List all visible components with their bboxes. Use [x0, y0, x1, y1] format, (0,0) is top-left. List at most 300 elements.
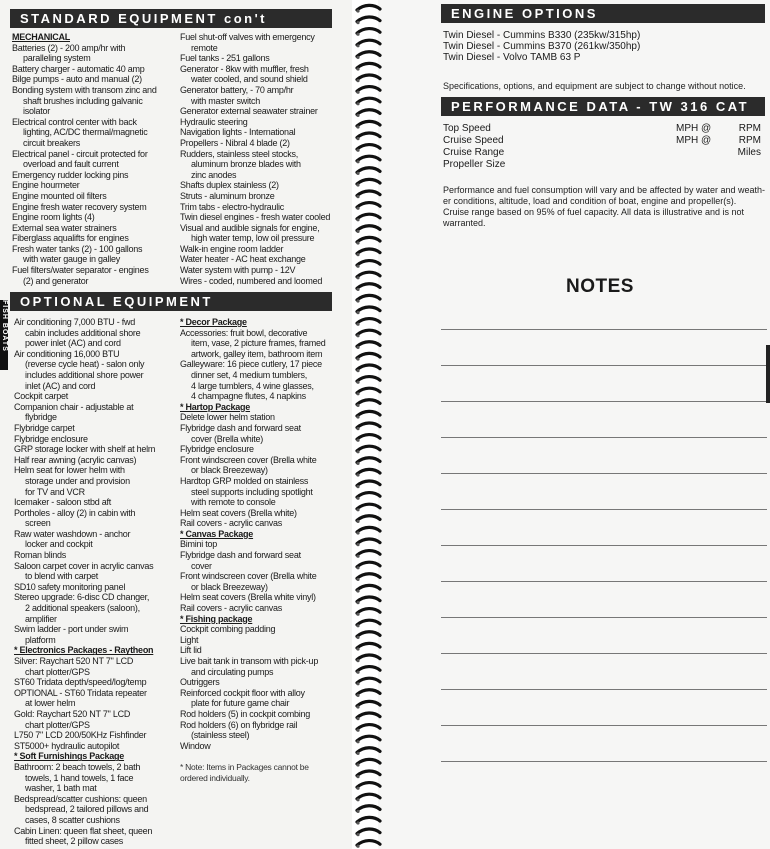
equipment-item: Live bait tank in transom with pick-up: [180, 656, 319, 666]
spiral-coil: [357, 655, 380, 660]
binding-hole: [356, 601, 359, 604]
equipment-item: Engine fresh water recovery system: [12, 201, 147, 212]
equipment-item: to blend with carpet: [25, 571, 99, 582]
note-line: [441, 509, 767, 510]
spiral-coil: [357, 736, 380, 741]
spiral-coil: [357, 423, 380, 428]
spiral-coil: [357, 783, 380, 788]
equipment-item: Cabin Linen: queen flat sheet, queen: [14, 825, 153, 836]
equipment-item: Hardtop GRP molded on stainless: [180, 475, 309, 486]
perf-unit: RPM: [738, 135, 761, 146]
equipment-item: [180, 751, 326, 762]
engine-options-header: ENGINE OPTIONS: [441, 4, 765, 23]
spiral-coil: [357, 191, 380, 196]
note-line: [441, 761, 767, 762]
spiral-coil: [357, 725, 380, 730]
spiral-coil: [357, 759, 380, 764]
equipment-item: MECHANICAL: [12, 32, 70, 42]
equipment-item: or black Breezeway): [191, 581, 268, 592]
equipment-item: * Soft Furnishings Package: [14, 751, 125, 762]
equipment-item: SD10 safety monitoring panel: [14, 581, 126, 592]
equipment-item: Silver: Raychart 520 NT 7" LCD: [14, 656, 134, 666]
binding-hole: [356, 230, 359, 233]
binding-hole: [356, 323, 359, 326]
spiral-coil: [357, 272, 380, 277]
side-tab: FISH BOATS: [0, 300, 8, 370]
spiral-coil: [357, 690, 380, 695]
equipment-item: cases, 8 scatter cushions: [25, 814, 120, 825]
perf-unit: MPH @: [676, 135, 712, 146]
equipment-item: chart plotter/GPS: [25, 719, 90, 730]
spiral-coil: [357, 620, 380, 625]
perf-row-propeller-size: [443, 159, 761, 171]
binding-hole: [356, 311, 359, 314]
spiral-coil: [357, 748, 380, 753]
spiral-coil: [357, 597, 380, 602]
equipment-item: * Canvas Package: [180, 528, 254, 539]
equipment-item: Front windscreen cover (Brella white: [180, 454, 317, 465]
performance-disclaimer: [443, 185, 765, 229]
binding-hole: [356, 137, 359, 140]
binding-hole: [356, 392, 359, 395]
spiral-coil: [357, 307, 380, 312]
equipment-item: Bilge pumps - auto and manual (2): [12, 74, 142, 85]
equipment-item: amplifier: [25, 613, 57, 624]
binding-hole: [356, 717, 359, 720]
binding-hole: [356, 183, 359, 186]
note-line: [441, 437, 767, 438]
standard-equipment-left-column: [12, 32, 157, 286]
spiral-coil: [357, 110, 380, 115]
equipment-item: steel supports including spotlight: [191, 486, 313, 497]
equipment-item: ST60 Tridata depth/speed/log/temp: [14, 677, 147, 688]
equipment-item: Navigation lights - International: [180, 127, 296, 138]
equipment-item: L750 7" LCD 200/50KHz Fishfinder: [14, 730, 147, 741]
equipment-item: Rudders, stainless steel stocks,: [180, 148, 299, 159]
equipment-item: Helm seat covers (Brella white vinyl): [180, 592, 316, 603]
equipment-item: inlet (AC) and cord: [25, 380, 96, 391]
binding-hole: [356, 357, 359, 360]
equipment-item: Portholes - alloy (2) in cabin with: [14, 507, 136, 518]
spiral-coil: [357, 226, 380, 231]
spiral-coil: [357, 29, 380, 34]
optional-equipment-right-column: [180, 317, 326, 783]
binding-hole: [356, 44, 359, 47]
binding-hole: [356, 114, 359, 117]
equipment-item: with remote to console: [191, 497, 276, 508]
note-line: [441, 401, 767, 402]
disclaimer-line: Cruise range based on 95% of fuel capacity. All data is illustrative and is not: [443, 207, 745, 217]
binding-hole: [356, 752, 359, 755]
note-line: [441, 689, 767, 690]
note-line: [441, 473, 767, 474]
perf-label: Propeller Size: [443, 159, 506, 170]
binding-hole: [356, 439, 359, 442]
binding-hole: [356, 346, 359, 349]
spiral-coil: [357, 330, 380, 335]
equipment-item: shaft brushes including galvanic: [23, 95, 143, 106]
equipment-item: Struts - aluminum bronze: [180, 190, 275, 201]
spiral-coil: [357, 295, 380, 300]
binding-hole: [356, 160, 359, 163]
equipment-item: Air conditioning 7,000 BTU - fwd: [14, 317, 136, 327]
equipment-item: Helm seat for lower helm with: [14, 465, 125, 476]
equipment-item: Rail covers - acrylic canvas: [180, 603, 283, 614]
equipment-item: Hydraulic steering: [180, 116, 248, 127]
equipment-item: * Electronics Packages - Raytheon: [14, 645, 154, 656]
equipment-item: Bonding system with transom zinc and: [12, 84, 157, 95]
spiral-coil: [357, 446, 380, 451]
equipment-item: lighting, AC/DC thermal/magnetic: [23, 127, 148, 138]
engine-options-note: Specifications, options, and equipment are subject to change without notice.: [443, 81, 746, 91]
equipment-item: Water heater - AC heat exchange: [180, 254, 306, 265]
perf-label: Top Speed: [443, 123, 491, 134]
equipment-item: platform: [25, 634, 56, 645]
equipment-item: Walk-in engine room ladder: [180, 243, 284, 254]
equipment-item: cover: [191, 560, 212, 571]
binding-hole: [356, 288, 359, 291]
spiral-coil: [357, 353, 380, 358]
equipment-item: Lift lid: [180, 645, 202, 656]
equipment-item: GRP storage locker with shelf at helm: [14, 444, 156, 455]
spiral-coil: [357, 643, 380, 648]
binding-hole: [356, 497, 359, 500]
spiral-coil: [357, 516, 380, 521]
equipment-item: Trim tabs - electro-hydraulic: [180, 201, 284, 212]
equipment-item: towels, 1 hand towels, 1 face: [25, 772, 134, 783]
equipment-item: item, vase, 2 picture frames, framed: [191, 338, 326, 349]
spiral-coil: [357, 133, 380, 138]
equipment-item: or black Breezeway): [191, 465, 268, 476]
equipment-item: and circulating pumps: [191, 666, 274, 677]
spiral-coil: [357, 632, 380, 637]
binding-hole: [356, 415, 359, 418]
binding-hole: [356, 845, 359, 848]
equipment-item: water cooled, and sound shield: [191, 74, 308, 85]
note-line: [441, 329, 767, 330]
equipment-item: Fuel tanks - 251 gallons: [180, 53, 270, 64]
binding-hole: [356, 91, 359, 94]
equipment-item: Flybridge enclosure: [14, 433, 88, 444]
equipment-item: Cockpit combing padding: [180, 624, 276, 635]
spiral-coil: [357, 713, 380, 718]
spiral-coil: [357, 145, 380, 150]
equipment-item: Wires - coded, numbered and loomed: [180, 275, 323, 286]
spiral-coil: [357, 585, 380, 590]
spiral-coil: [357, 249, 380, 254]
binding-hole: [356, 33, 359, 36]
perf-unit: Miles: [737, 147, 761, 158]
spiral-coil: [357, 551, 380, 556]
binding-hole: [356, 508, 359, 511]
spiral-coil: [357, 574, 380, 579]
equipment-item: Visual and audible signals for engine,: [180, 222, 320, 233]
equipment-item: Generator external seawater strainer: [180, 106, 318, 117]
spiral-coil: [357, 562, 380, 567]
equipment-item: circuit breakers: [23, 137, 81, 148]
equipment-item: cover (Brella white): [191, 433, 264, 444]
binding-hole: [356, 9, 359, 12]
binding-hole: [356, 450, 359, 453]
perf-label: Cruise Speed: [443, 135, 504, 146]
spiral-coil: [357, 678, 380, 683]
note-line: [441, 581, 767, 582]
binding-hole: [356, 821, 359, 824]
equipment-item: Batteries (2) - 200 amp/hr with: [12, 42, 126, 53]
standard-equipment-header: STANDARD EQUIPMENT con't: [10, 9, 332, 28]
equipment-item: Air conditioning 16,000 BTU: [14, 348, 120, 359]
equipment-item: Electrical panel - circuit protected for: [12, 148, 148, 159]
equipment-item: isolator: [23, 106, 51, 117]
equipment-item: Reinforced cockpit floor with alloy: [180, 687, 305, 698]
equipment-item: ordered individually.: [180, 772, 250, 783]
equipment-item: Engine room lights (4): [12, 212, 95, 223]
binding-hole: [356, 729, 359, 732]
equipment-item: Engine hourmeter: [12, 180, 80, 191]
spiral-coil: [357, 261, 380, 266]
equipment-item: Generator - 8kw with muffler, fresh: [180, 63, 309, 74]
equipment-item: storage under and provision: [25, 475, 130, 486]
optional-equipment-header: OPTIONAL EQUIPMENT: [10, 292, 332, 311]
spiral-coil: [357, 75, 380, 80]
perf-row-cruise-speed: [443, 135, 761, 147]
spiral-coil: [357, 527, 380, 532]
equipment-item: cabin includes additional shore: [25, 327, 141, 338]
binding-hole: [356, 207, 359, 210]
spiral-coil: [357, 539, 380, 544]
equipment-item: * Decor Package: [180, 317, 247, 327]
equipment-item: flybridge: [25, 412, 57, 423]
binding-hole: [356, 172, 359, 175]
equipment-item: Shafts duplex stainless (2): [180, 180, 279, 191]
spiral-coil: [357, 214, 380, 219]
disclaimer-line: Performance and fuel consumption will vary and be affected by water and weath-: [443, 185, 766, 195]
binding-hole: [356, 79, 359, 82]
equipment-item: aluminum bronze blades with: [191, 159, 301, 170]
equipment-item: paralleling system: [23, 53, 91, 64]
binding-hole: [356, 555, 359, 558]
binding-hole: [356, 520, 359, 523]
equipment-item: Battery charger - automatic 40 amp: [12, 63, 145, 74]
binding-hole: [356, 485, 359, 488]
equipment-item: Outriggers: [180, 677, 220, 688]
binding-hole: [356, 334, 359, 337]
binding-hole: [356, 195, 359, 198]
equipment-item: (reverse cycle heat) - salon only: [25, 359, 145, 370]
perf-row-top-speed: [443, 123, 761, 135]
equipment-item: Saloon carpet cover in acrylic canvas: [14, 560, 154, 571]
equipment-item: includes additional shore power: [25, 369, 144, 380]
binding-hole: [356, 566, 359, 569]
spiral-coil: [357, 701, 380, 706]
perf-unit: MPH @: [676, 123, 712, 134]
binding-hole: [356, 265, 359, 268]
equipment-item: Rail covers - acrylic canvas: [180, 518, 283, 529]
engine-option-1: Twin Diesel - Cummins B330 (235kw/315hp): [443, 30, 641, 41]
equipment-item: screen: [25, 518, 51, 529]
equipment-item: with master switch: [191, 95, 261, 106]
equipment-item: Twin diesel engines - fresh water cooled: [180, 212, 331, 223]
equipment-item: high water temp, low oil pressure: [191, 233, 315, 244]
equipment-item: Helm seat covers (Brella white): [180, 507, 297, 518]
spiral-coil: [357, 52, 380, 57]
binding-hole: [356, 21, 359, 24]
note-line: [441, 545, 767, 546]
binding-hole: [356, 740, 359, 743]
binding-hole: [356, 810, 359, 813]
equipment-item: Front windscreen cover (Brella white: [180, 571, 317, 582]
equipment-item: 4 large tumblers, 4 wine glasses,: [191, 380, 314, 391]
binding-hole: [356, 531, 359, 534]
binding-hole: [356, 705, 359, 708]
spiral-coil: [357, 771, 380, 776]
equipment-item: Fresh water tanks (2) - 100 gallons: [12, 243, 143, 254]
spiral-coil: [357, 237, 380, 242]
spiral-coil: [357, 493, 380, 498]
equipment-item: Window: [180, 740, 211, 751]
equipment-item: Companion chair - adjustable at: [14, 401, 134, 412]
spiral-binding: [354, 0, 382, 849]
binding-hole: [356, 125, 359, 128]
notes-title: NOTES: [566, 276, 634, 297]
binding-hole: [356, 682, 359, 685]
spiral-coil: [357, 284, 380, 289]
equipment-item: Icemaker - saloon stbd aft: [14, 497, 112, 508]
equipment-item: dinner set, 4 medium tumblers,: [191, 369, 308, 380]
spiral-coil: [357, 411, 380, 416]
binding-hole: [356, 775, 359, 778]
equipment-item: fitted sheet, 2 pillow cases: [25, 836, 124, 847]
equipment-item: Light: [180, 634, 199, 645]
equipment-item: Swim ladder - port under swim: [14, 624, 129, 635]
equipment-item: power inlet (AC) and cord: [25, 338, 121, 349]
equipment-item: Raw water washdown - anchor: [14, 528, 131, 539]
equipment-item: chart plotter/GPS: [25, 666, 90, 677]
equipment-item: * Hartop Package: [180, 401, 251, 412]
equipment-item: Flybridge dash and forward seat: [180, 422, 301, 433]
spiral-coil: [357, 377, 380, 382]
binding-hole: [356, 299, 359, 302]
optional-equipment-left-column: [14, 317, 155, 847]
engine-option-3: Twin Diesel - Volvo TAMB 63 P: [443, 52, 581, 63]
spiral-coil: [357, 365, 380, 370]
equipment-item: zinc anodes: [191, 169, 237, 180]
spiral-coil: [357, 156, 380, 161]
spiral-coil: [357, 504, 380, 509]
equipment-item: locker and cockpit: [25, 539, 93, 550]
spiral-coil: [357, 609, 380, 614]
equipment-item: (stainless steel): [191, 730, 250, 741]
equipment-item: Stereo upgrade: 6-disc CD changer,: [14, 592, 150, 603]
note-line: [441, 365, 767, 366]
disclaimer-line: warranted.: [443, 218, 486, 228]
engine-option-2: Twin Diesel - Cummins B370 (261kw/350hp): [443, 41, 641, 52]
equipment-item: Propellers - Nibral 4 blade (2): [180, 137, 290, 148]
equipment-item: Flybridge enclosure: [180, 444, 254, 455]
equipment-item: at lower helm: [25, 698, 76, 709]
binding-hole: [356, 647, 359, 650]
note-line: [441, 653, 767, 654]
equipment-item: washer, 1 bath mat: [25, 783, 97, 794]
binding-hole: [356, 462, 359, 465]
equipment-item: artwork, galley item, bathroom item: [191, 348, 323, 359]
equipment-item: Bathroom: 2 beach towels, 2 bath: [14, 761, 141, 772]
spiral-coil: [357, 388, 380, 393]
equipment-item: Gold: Raychart 520 NT 7" LCD: [14, 708, 131, 719]
binding-hole: [356, 473, 359, 476]
perf-unit: RPM: [738, 123, 761, 134]
equipment-item: Bimini top: [180, 539, 218, 550]
binding-hole: [356, 67, 359, 70]
note-line: [441, 725, 767, 726]
equipment-item: * Fishing package: [180, 613, 253, 624]
spiral-coil: [357, 817, 380, 822]
perf-row-cruise-range: [443, 147, 761, 159]
binding-hole: [356, 369, 359, 372]
binding-hole: [356, 613, 359, 616]
spiral-coil: [357, 667, 380, 672]
equipment-item: for TV and VCR: [25, 486, 85, 497]
binding-hole: [356, 253, 359, 256]
equipment-item: Bedspread/scatter cushions: queen: [14, 793, 147, 804]
binding-hole: [356, 833, 359, 836]
spiral-coil: [357, 481, 380, 486]
spiral-coil: [357, 829, 380, 834]
spiral-coil: [357, 342, 380, 347]
equipment-item: Water system with pump - 12V: [180, 265, 296, 276]
equipment-item: Fuel shut-off valves with emergency: [180, 32, 315, 42]
binding-hole: [356, 276, 359, 279]
binding-hole: [356, 624, 359, 627]
equipment-item: * Note: Items in Packages cannot be: [180, 761, 309, 772]
binding-hole: [356, 798, 359, 801]
binding-hole: [356, 578, 359, 581]
equipment-item: Cockpit carpet: [14, 391, 69, 402]
binding-hole: [356, 241, 359, 244]
equipment-item: Generator battery, - 70 amp/hr: [180, 84, 294, 95]
spiral-coil: [357, 203, 380, 208]
spiral-coil: [357, 98, 380, 103]
equipment-item: Fiberglass aqualifts for engines: [12, 233, 129, 244]
equipment-item: 2 additional speakers (saloon),: [25, 603, 140, 614]
binding-hole: [356, 381, 359, 384]
spiral-coil: [357, 63, 380, 68]
spiral-coil: [357, 319, 380, 324]
spiral-coil: [357, 40, 380, 45]
equipment-item: plate for future game chair: [191, 698, 290, 709]
binding-hole: [356, 543, 359, 546]
spiral-coil: [357, 435, 380, 440]
equipment-item: OPTIONAL - ST60 Tridata repeater: [14, 687, 147, 698]
page-edge-tab: [766, 345, 770, 403]
binding-hole: [356, 404, 359, 407]
binding-hole: [356, 659, 359, 662]
disclaimer-line: er conditions, altitude, load and condition of boat, engine and propeller(s).: [443, 196, 737, 206]
equipment-item: Half rear awning (acrylic canvas): [14, 454, 137, 465]
equipment-item: Engine mounted oil filters: [12, 190, 107, 201]
binding-hole: [356, 787, 359, 790]
equipment-item: Delete lower helm station: [180, 412, 275, 423]
equipment-item: 4 champagne flutes, 4 napkins: [191, 391, 306, 402]
equipment-item: Galleyware: 16 piece cutlery, 17 piece: [180, 359, 322, 370]
perf-label: Cruise Range: [443, 147, 505, 158]
equipment-item: ST5000+ hydraulic autopilot: [14, 740, 120, 751]
equipment-item: Electrical control center with back: [12, 116, 137, 127]
spiral-coil: [357, 121, 380, 126]
binding-hole: [356, 218, 359, 221]
equipment-item: External sea water strainers: [12, 222, 117, 233]
standard-equipment-right-column: [180, 32, 330, 286]
